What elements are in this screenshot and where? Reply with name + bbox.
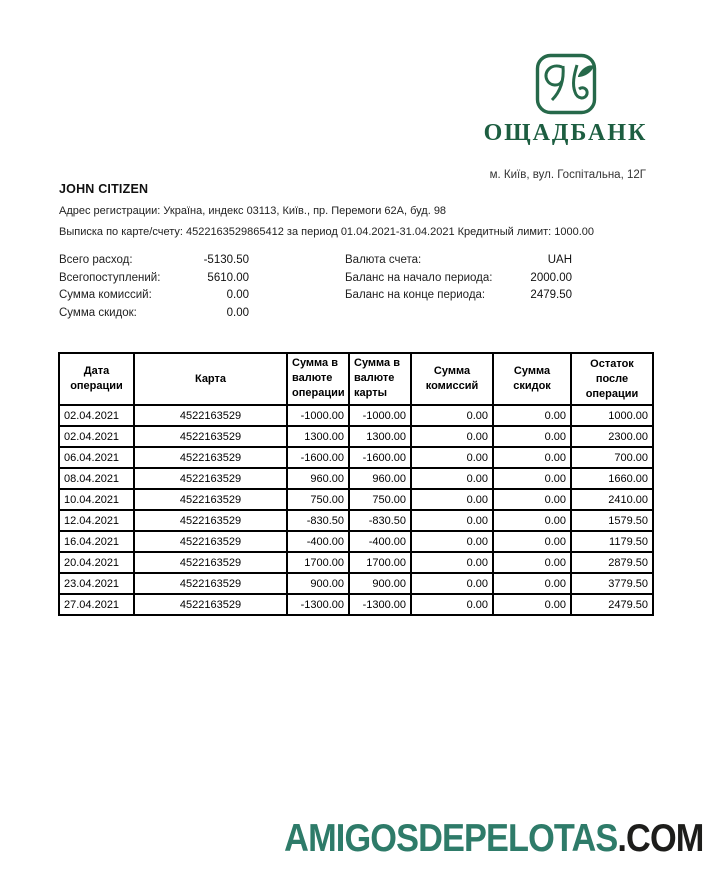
cell-amount-card: -400.00 — [349, 531, 411, 552]
transactions-table — [58, 352, 654, 616]
cell-balance: 2479.50 — [571, 594, 653, 615]
cell-discount: 0.00 — [493, 552, 571, 573]
transactions-header — [59, 353, 653, 405]
cell-amount-card: 1700.00 — [349, 552, 411, 573]
cell-amount-operation: -400.00 — [287, 531, 349, 552]
cell-amount-operation: 960.00 — [287, 468, 349, 489]
cell-balance: 1660.00 — [571, 468, 653, 489]
col-header-commission: Сумма комиссий — [411, 353, 493, 405]
watermark — [284, 817, 703, 861]
cell-balance: 700.00 — [571, 447, 653, 468]
table-row — [59, 510, 653, 531]
table-row — [59, 552, 653, 573]
cell-card: 4522163529 — [134, 531, 287, 552]
summary-row-closing-balance — [345, 289, 572, 302]
cell-balance: 1579.50 — [571, 510, 653, 531]
cell-discount: 0.00 — [493, 447, 571, 468]
bank-brand-block — [483, 52, 648, 147]
cell-commission: 0.00 — [411, 552, 493, 573]
bank-address: м. Київ, вул. Госпітальна, 12Г — [489, 169, 646, 181]
table-row — [59, 489, 653, 510]
table-row — [59, 594, 653, 615]
cell-discount: 0.00 — [493, 405, 571, 426]
cell-amount-card: 900.00 — [349, 573, 411, 594]
cell-amount-card: -1600.00 — [349, 447, 411, 468]
watermark-suffix: .COM — [616, 817, 703, 860]
cell-commission: 0.00 — [411, 573, 493, 594]
cell-amount-card: 960.00 — [349, 468, 411, 489]
cell-amount-card: -1300.00 — [349, 594, 411, 615]
col-header-date: Дата операции — [59, 353, 134, 405]
cell-amount-card: 1300.00 — [349, 426, 411, 447]
oschadbank-logo-icon — [534, 52, 598, 116]
cell-card: 4522163529 — [134, 489, 287, 510]
summary-row-commissions — [59, 289, 249, 302]
summary-row-opening-balance — [345, 272, 572, 285]
summary-row-total-expense — [59, 254, 249, 267]
cell-amount-operation: -830.50 — [287, 510, 349, 531]
cell-card: 4522163529 — [134, 426, 287, 447]
table-row — [59, 426, 653, 447]
customer-name: JOHN CITIZEN — [59, 182, 149, 196]
cell-commission: 0.00 — [411, 405, 493, 426]
cell-balance: 2879.50 — [571, 552, 653, 573]
summary-label: Всегопоступлений: — [59, 271, 161, 284]
summary-label: Баланс на начало периода: — [345, 271, 493, 284]
cell-commission: 0.00 — [411, 531, 493, 552]
cell-date: 02.04.2021 — [59, 405, 134, 426]
col-header-card: Карта — [134, 353, 287, 405]
cell-discount: 0.00 — [493, 489, 571, 510]
cell-discount: 0.00 — [493, 531, 571, 552]
cell-date: 16.04.2021 — [59, 531, 134, 552]
cell-commission: 0.00 — [411, 468, 493, 489]
cell-date: 27.04.2021 — [59, 594, 134, 615]
cell-amount-operation: 1700.00 — [287, 552, 349, 573]
cell-date: 10.04.2021 — [59, 489, 134, 510]
cell-date: 20.04.2021 — [59, 552, 134, 573]
summary-label: Валюта счета: — [345, 254, 422, 266]
cell-card: 4522163529 — [134, 468, 287, 489]
summary-row-currency — [345, 254, 572, 267]
cell-card: 4522163529 — [134, 405, 287, 426]
cell-card: 4522163529 — [134, 552, 287, 573]
summary-row-total-income — [59, 272, 249, 285]
cell-card: 4522163529 — [134, 447, 287, 468]
cell-date: 23.04.2021 — [59, 573, 134, 594]
summary-left-group — [59, 254, 249, 324]
cell-amount-operation: -1000.00 — [287, 405, 349, 426]
cell-commission: 0.00 — [411, 489, 493, 510]
table-row — [59, 405, 653, 426]
summary-value: UAH — [547, 254, 572, 266]
cell-commission: 0.00 — [411, 447, 493, 468]
cell-date: 12.04.2021 — [59, 510, 134, 531]
cell-discount: 0.00 — [493, 573, 571, 594]
cell-discount: 0.00 — [493, 468, 571, 489]
summary-label: Сумма комиссий: — [59, 289, 152, 301]
cell-amount-operation: 900.00 — [287, 573, 349, 594]
col-header-amount-card: Сумма в валюте карты — [349, 353, 411, 405]
statement-info-line: Выписка по карте/счету: 4522163529865412 за период 01.04.2021-31.04.2021 Кредитный лимит: 1000.00 — [59, 226, 595, 238]
col-header-amount-operation: Сумма в валюте операции — [287, 353, 349, 405]
watermark-primary: AMIGOSDEPELOTAS — [283, 817, 617, 860]
cell-amount-operation: 1300.00 — [287, 426, 349, 447]
cell-commission: 0.00 — [411, 510, 493, 531]
cell-amount-operation: -1600.00 — [287, 447, 349, 468]
cell-amount-card: -830.50 — [349, 510, 411, 531]
cell-amount-operation: 750.00 — [287, 489, 349, 510]
cell-amount-card: 750.00 — [349, 489, 411, 510]
cell-commission: 0.00 — [411, 594, 493, 615]
bank-name: ОЩАДБАНК — [483, 120, 648, 146]
cell-card: 4522163529 — [134, 510, 287, 531]
cell-card: 4522163529 — [134, 594, 287, 615]
summary-value: 0.00 — [226, 306, 249, 319]
summary-row-discounts — [59, 307, 249, 320]
summary-label: Баланс на конце периода: — [345, 289, 486, 301]
cell-date: 08.04.2021 — [59, 468, 134, 489]
cell-date: 02.04.2021 — [59, 426, 134, 447]
cell-date: 06.04.2021 — [59, 447, 134, 468]
summary-value: 0.00 — [226, 289, 249, 301]
summary-value: 2000.00 — [530, 271, 572, 284]
cell-balance: 1179.50 — [571, 531, 653, 552]
cell-balance: 2410.00 — [571, 489, 653, 510]
summary-label: Всего расход: — [59, 254, 133, 266]
cell-balance: 1000.00 — [571, 405, 653, 426]
transactions-body — [59, 405, 653, 615]
cell-discount: 0.00 — [493, 426, 571, 447]
cell-amount-card: -1000.00 — [349, 405, 411, 426]
cell-commission: 0.00 — [411, 426, 493, 447]
summary-value: 2479.50 — [530, 289, 572, 301]
table-row — [59, 573, 653, 594]
summary-right-group — [345, 254, 572, 307]
col-header-balance: Остаток после операции — [571, 353, 653, 405]
summary-value: -5130.50 — [203, 254, 249, 266]
cell-balance: 2300.00 — [571, 426, 653, 447]
cell-balance: 3779.50 — [571, 573, 653, 594]
table-row — [59, 447, 653, 468]
cell-card: 4522163529 — [134, 573, 287, 594]
registration-address-line: Адрес регистрации: Україна, индекс 03113, Київ., пр. Перемоги 62А, буд. 98 — [59, 205, 447, 217]
summary-value: 5610.00 — [207, 271, 249, 284]
cell-discount: 0.00 — [493, 594, 571, 615]
col-header-discount: Сумма скидок — [493, 353, 571, 405]
summary-label: Сумма скидок: — [59, 306, 137, 319]
customer-block — [59, 182, 619, 238]
cell-discount: 0.00 — [493, 510, 571, 531]
table-row — [59, 468, 653, 489]
table-row — [59, 531, 653, 552]
cell-amount-operation: -1300.00 — [287, 594, 349, 615]
